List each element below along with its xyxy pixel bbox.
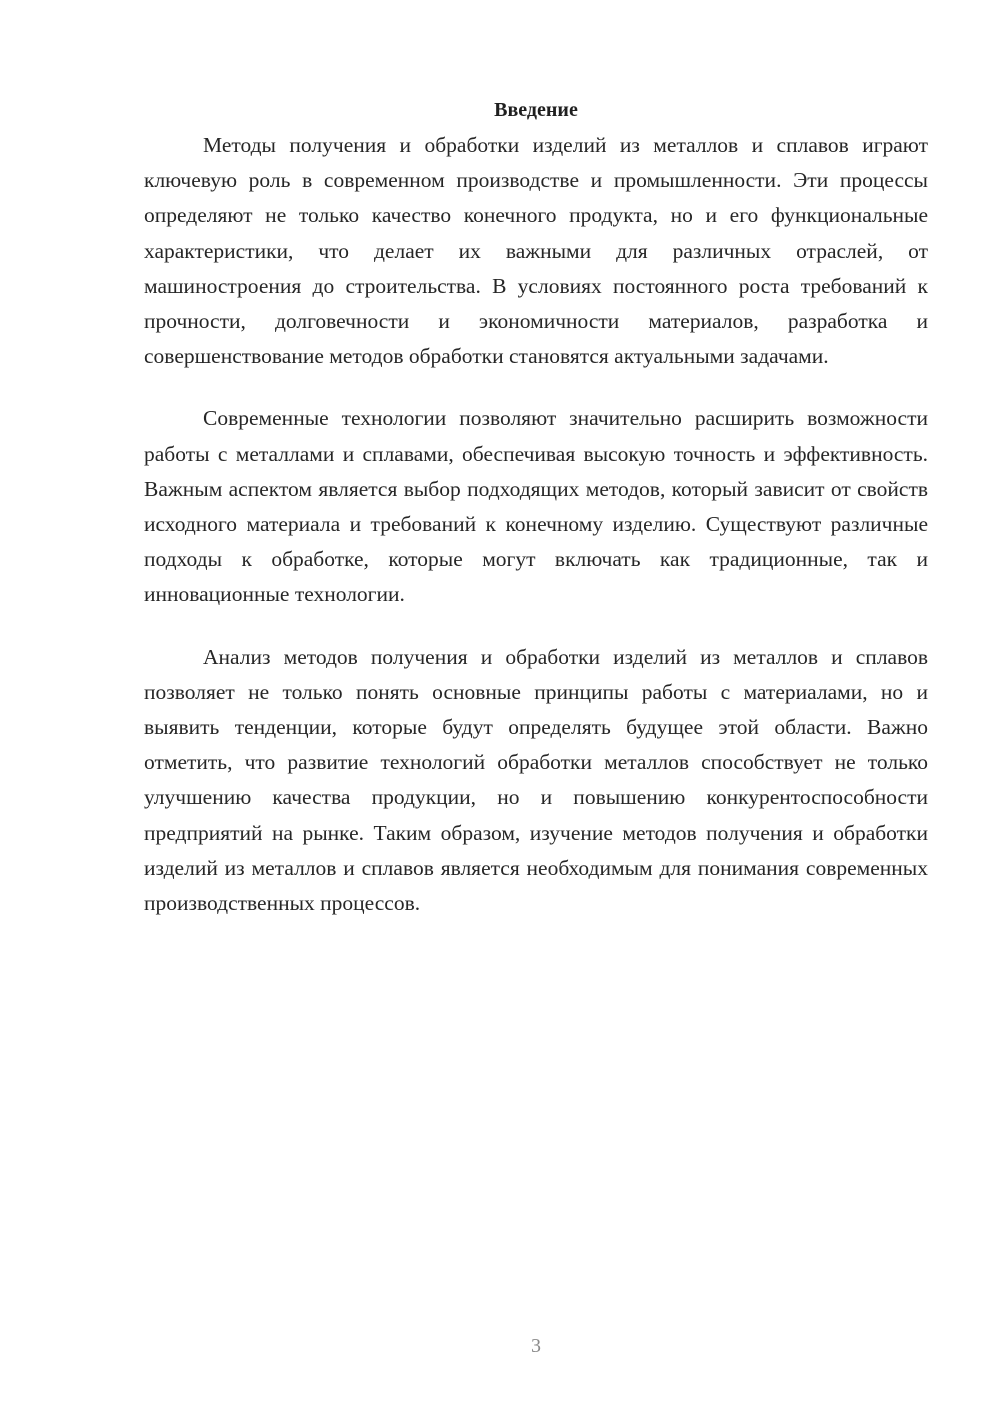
section-heading: Введение [494,99,578,121]
paragraph-1: Методы получения и обработки изделий из металлов и сплавов играют ключевую роль в современном производстве и промышленности. Эти процессы определяют не только качество конечного продукта, но и его функциональные характеристики, что делает их важными для различных отраслей, от машиностроения до строительства. В условиях постоянного роста требований к прочности, долговечности и экономичности материалов, разработка и совершенствование методов обработки становятся актуальными задачами. [144,133,928,369]
page-number: 3 [531,1335,541,1357]
paragraph-3: Анализ методов получения и обработки изделий из металлов и сплавов позволяет не только понять основные принципы работы с материалами, но и выявить тенденции, которые будут определять будущее этой области. Важно отметить, что развитие технологий обработки металлов способствует не только улучшению качества продукции, но и повышению конкурентоспособности предприятий на рынке. Таким образом, изучение методов получения и обработки изделий из металлов и сплавов является необходимым для понимания современных производственных процессов. [144,644,928,916]
paragraph-2: Современные технологии позволяют значительно расширить возможности работы с металлами и сплавами, обеспечивая высокую точность и эффективность. Важным аспектом является выбор подходящих методов, который зависит от свойств исходного материала и требований к конечному изделию. Существуют различные подходы к обработке, которые могут включать как традиционные, так и инновационные технологии. [144,406,928,607]
page-content [144,92,928,921]
